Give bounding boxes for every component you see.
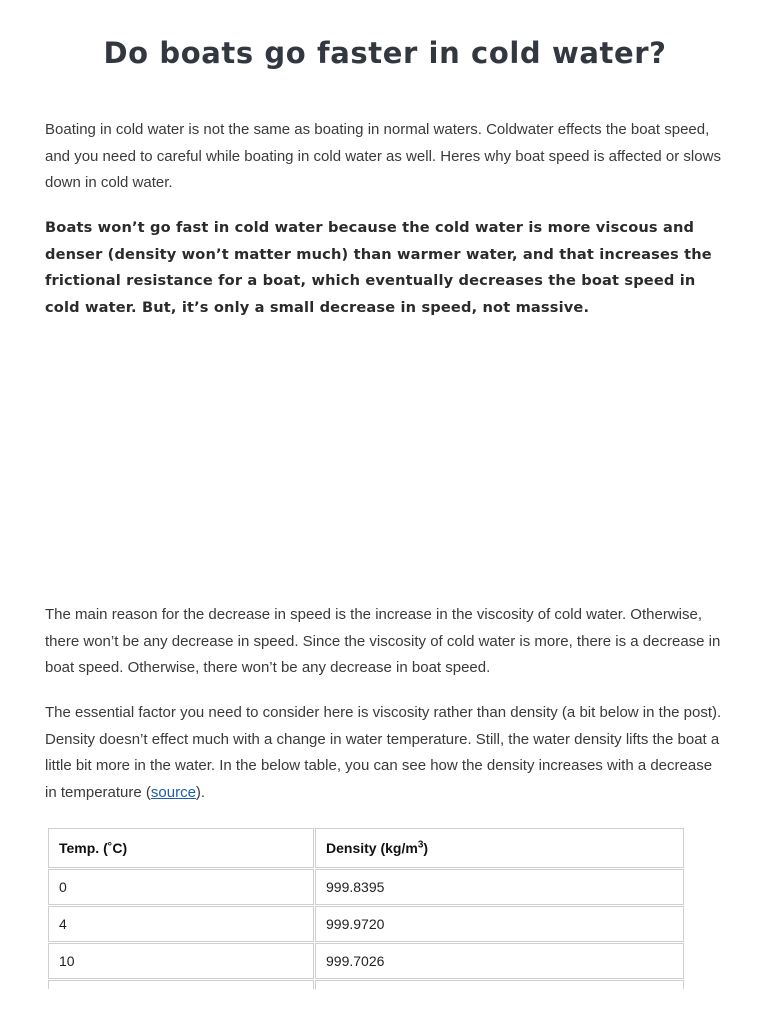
source-link[interactable]: source <box>150 783 196 801</box>
cell-temp: 10 <box>48 943 314 979</box>
density-table <box>47 827 685 989</box>
density-paragraph-text: The essential factor you need to consider here is viscosity rather than density (a bit below in the post). Density doesn’t effect much with a change in water temperature. Still, the water density lifts the boat a little bit more in the water. In the below table, you can see how the density increases with a decrease in temperature ( <box>45 704 722 801</box>
cell-density: 999.7026 <box>315 943 684 979</box>
cell-density <box>315 980 684 989</box>
article-title: Do boats go faster in cold water? <box>103 36 667 70</box>
density-paragraph <box>45 700 725 806</box>
density-table-container <box>47 827 685 989</box>
header-temp: Temp. (˚C) <box>48 828 314 868</box>
table-row <box>48 869 684 905</box>
table-row <box>48 906 684 942</box>
header-density-suffix: ) <box>423 840 429 856</box>
cell-density: 999.8395 <box>315 869 684 905</box>
table-row <box>48 980 684 989</box>
density-paragraph-end: ). <box>195 783 206 801</box>
table-row <box>48 943 684 979</box>
cell-temp: 4 <box>48 906 314 942</box>
header-density-sup: 3 <box>417 839 424 851</box>
cell-density: 999.9720 <box>315 906 684 942</box>
cell-temp: 0 <box>48 869 314 905</box>
table-header-row <box>48 828 684 868</box>
intro-paragraph: Boating in cold water is not the same as boating in normal waters. Coldwater effects the boat speed, and you need to careful while boating in cold water as well. Heres why boat speed is affected or slows down in cold water. <box>45 121 721 192</box>
header-density <box>315 828 684 868</box>
summary-paragraph: Boats won’t go fast in cold water because the cold water is more viscous and denser (density won’t matter much) than warmer water, and that increases the frictional resistance for a boat, which eventually decreases the boat speed in cold water. But, it’s only a small decrease in speed, not massive. <box>45 219 712 316</box>
blank-ad-space <box>45 340 725 590</box>
header-density-prefix: Density (kg/m <box>326 840 418 856</box>
viscosity-paragraph: The main reason for the decrease in speed is the increase in the viscosity of cold water. Otherwise, there won’t be any decrease in speed. Since the viscosity of cold water is more, there is a decrease in boat speed. Otherwise, there won’t be any decrease in boat speed. <box>45 606 721 677</box>
cell-temp <box>48 980 314 989</box>
